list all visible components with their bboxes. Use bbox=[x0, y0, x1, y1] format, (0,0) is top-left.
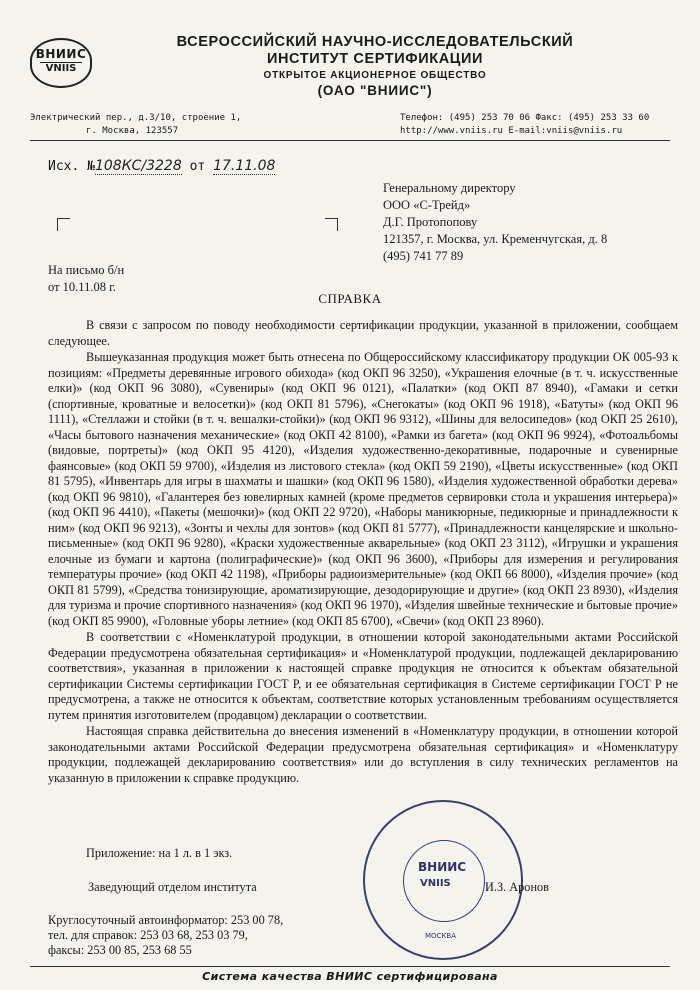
logo-bottom-text: VNIIS bbox=[40, 62, 82, 74]
org-contacts bbox=[400, 112, 649, 138]
in-reply-line1: На письмо б/н bbox=[48, 263, 125, 277]
footer-quality-note: Система качества ВНИИС сертифицирована bbox=[202, 970, 498, 983]
signatory-name: И.З. Аронов bbox=[485, 880, 549, 894]
reference-from: от bbox=[189, 159, 206, 174]
appendix-note: Приложение: на 1 л. в 1 экз. bbox=[86, 846, 233, 860]
reference-prefix: Исх. № bbox=[48, 159, 95, 174]
address-line2: г. Москва, 123557 bbox=[86, 126, 179, 136]
org-name-line1: ВСЕРОССИЙСКИЙ НАУЧНО-ИССЛЕДОВАТЕЛЬСКИЙ bbox=[176, 34, 574, 50]
org-name-line2: ИНСТИТУТ СЕРТИФИКАЦИИ bbox=[266, 51, 484, 67]
addressee-block bbox=[383, 180, 607, 265]
header-divider bbox=[30, 140, 670, 141]
stamp-city: МОСКВА bbox=[425, 932, 456, 940]
address-field-corner-right bbox=[325, 218, 338, 231]
web-email-line: http://www.vniis.ru E-mail:vniis@vniis.ru bbox=[400, 126, 623, 136]
address-field-corner-left bbox=[57, 218, 70, 231]
org-address bbox=[30, 112, 241, 138]
body-paragraph-4: Настоящая справка действительна до внесения изменений в «Номенклатуру продукции, в отношении которой законодательными актами Российской Федерации предусмотрена обязательная сертификация» и «Номенклатуру продукции, подлежащей декларированию соответствия» или до вступления в силу технических регламентов на указанную в приложении к справке продукцию. bbox=[48, 724, 678, 785]
addressee-line1: Генеральному директору bbox=[383, 181, 516, 195]
outgoing-reference bbox=[48, 158, 275, 175]
reference-number: 108КС/3228 bbox=[94, 158, 182, 174]
vniis-logo bbox=[30, 38, 92, 88]
document-body bbox=[48, 318, 678, 787]
addressee-line2: ООО «С-Трейд» bbox=[383, 198, 471, 212]
body-paragraph-2: Вышеуказанная продукция может быть отнесена по Общероссийскому классификатору продукции ОК 005-93 к позициям: «Предметы деревянные игрового обихода» (код ОКП 96 3250), «Украшения елочные (в т. ч. искусственные елки)» (код ОКП 96 3080), «Сувениры» (код ОКП 96 0121), «Палатки» (код ОКП 87 8940), «Гамаки и сетки (спортивные, кроватные и велосетки)» (код ОКП 81 5796), «Снегокаты» (код ОКП 96 1918), «Батуты» (код ОКП 96 1111), «Стеллажи и стойки (в т. ч. вешалки-стойки)» (код ОКП 96 9312), «Шины для велосипедов» (код ОКП 25 2610), «Часы бытового назначения механические» (код ОКП 42 8100), «Рамки из багета» (код ОКП 96 9924), «Фотоальбомы (видовые, портреты)» (код ОКП 95 4120), «Изделия художественно-декоративные, подарочные и сувенирные фаянсовые» (код ОКП 59 9700), «Изделия из листового стекла» (код ОКП 59 2190), «Цветы искусственные» (код ОКП 81 5795), «Инвентарь для игры в шахматы и шашки» (код ОКП 96 1580), «Изделия художественной обработки дерева» (код ОКП 96 9810), «Галантерея без ювелирных камней (кроме предметов сервировки стола и украшения интерьера)» (код ОКП 96 4410), «Пакеты (мешочки)» (код ОКП 22 9720), «Наборы маникюрные, педикюрные и принадлежности к ним» (код ОКП 96 9213), «Зонты и чехлы для зонтов» (код ОКП 81 5777), «Принадлежности канцелярские и школьно-письменные» (код ОКП 96 9280), «Краски художественные акварельные» (код ОКП 23 3112), «Игрушки и украшения елочные из бумаги и картона (полиграфические)» (код ОКП 96 3600), «Приборы для измерения и регулирования температуры прочие» (код ОКП 42 1198), «Приборы радиоизмерительные» (код ОКП 66 8000), «Изделия прочие» (код ОКП 81 5799), «Средства тонизирующие, ароматизирующие, дезодорирующие и другие» (код ОКП 23 8930), «Изделия для туризма и прочие спортивного назначения» (код ОКП 96 1970), «Изделия швейные технические и бытовые прочие» (код ОКП 85 9900), «Головные уборы летние» (код ОКП 85 6700), «Свечи» (код ОКП 23 8960). bbox=[48, 350, 678, 628]
contacts-line2: тел. для справок: 253 03 68, 253 03 79, bbox=[48, 928, 248, 942]
org-type: ОТКРЫТОЕ АКЦИОНЕРНОЕ ОБЩЕСТВО bbox=[263, 70, 487, 81]
org-short-name: (ОАО "ВНИИС") bbox=[317, 83, 433, 98]
body-paragraph-3: В соответствии с «Номенклатурой продукции, в отношении которой законодательными актами Российской Федерации предусмотрена обязательная сертификация» и «Номенклатурой продукции, подлежащей декларированию соответствия», указанная в приложении к настоящей справке продукция не относится к объектам обязательной сертификации Системы сертификации ГОСТ Р, и ее обязательная сертификация в Системе сертификации ГОСТ Р не предусмотрена, а также не относится к объектам, соответствие которых установленным требованиям осуществляется путем принятия изготовителем (продавцом) декларации о соответствии. bbox=[48, 630, 678, 722]
logo-top-text: ВНИИС bbox=[35, 47, 87, 61]
addressee-line3: Д.Г. Протопопову bbox=[383, 215, 478, 229]
addressee-line4: 121357, г. Москва, ул. Кременчугская, д. 8 bbox=[383, 232, 608, 246]
helpdesk-contacts bbox=[48, 913, 283, 958]
address-line1: Электрический пер., д.3/10, строение 1, bbox=[30, 113, 242, 123]
phone-fax-line: Телефон: (495) 253 70 06 Факс: (495) 253 33 60 bbox=[400, 113, 650, 123]
footer-divider bbox=[30, 966, 670, 967]
addressee-line5: (495) 741 77 89 bbox=[383, 249, 464, 263]
contacts-line1: Круглосуточный автоинформатор: 253 00 78, bbox=[48, 913, 284, 927]
stamp-text-top: ВНИИС bbox=[418, 860, 467, 874]
reference-date: 17.11.08 bbox=[213, 158, 276, 174]
document-title: СПРАВКА bbox=[318, 291, 382, 306]
body-paragraph-1: В связи с запросом по поводу необходимости сертификации продукции, указанной в приложении, сообщаем следующее. bbox=[48, 318, 678, 348]
contacts-line3: факсы: 253 00 85, 253 68 55 bbox=[48, 943, 192, 957]
stamp-text-bottom: VNIIS bbox=[420, 878, 451, 889]
signatory-position: Заведующий отделом института bbox=[88, 880, 257, 894]
in-reply-line2: от 10.11.08 г. bbox=[48, 280, 116, 294]
organization-name-block bbox=[150, 34, 600, 98]
